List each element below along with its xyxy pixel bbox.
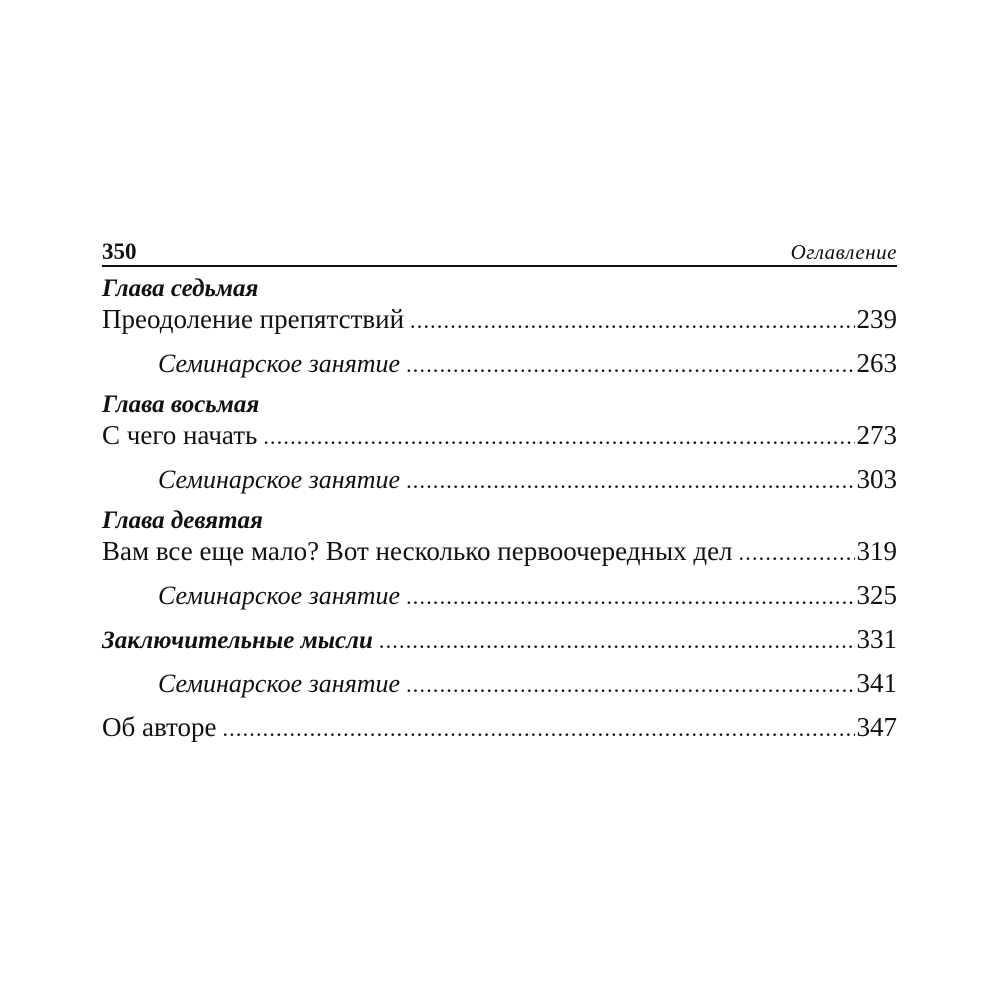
toc-entry-page: 341	[856, 668, 897, 698]
toc-entry-title: Вам все еще мало? Вот несколько первоочередных дел	[102, 536, 733, 566]
toc-entry-conclusion	[102, 622, 897, 656]
toc-entry-page: 319	[856, 536, 897, 566]
toc-entry-page: 263	[856, 348, 897, 378]
toc-entry-title: Семинарское занятие	[158, 669, 401, 698]
toc-entry-ch8-seminar	[102, 462, 897, 496]
toc-entry-page: 325	[856, 580, 897, 610]
toc-entry-ch9	[102, 534, 897, 568]
toc-entry-title: Преодоление препятствий	[102, 304, 405, 334]
dot-leader	[739, 536, 855, 570]
toc-entry-page: 347	[856, 712, 897, 742]
page-number: 350	[102, 239, 137, 264]
running-header	[102, 236, 897, 267]
toc-entry-about-author	[102, 710, 897, 744]
toc-entry-ch8	[102, 418, 897, 452]
toc-entry-ch7-seminar	[102, 346, 897, 380]
toc-entry-title: С чего начать	[102, 420, 258, 450]
toc-entry-page: 239	[856, 304, 897, 334]
toc-entry-title: Семинарское занятие	[158, 349, 401, 378]
toc-entry-ch7	[102, 302, 897, 336]
chapter-heading-9: Глава девятая	[102, 507, 263, 534]
section-title: Оглавление	[790, 240, 897, 264]
toc-entry-page: 331	[856, 624, 897, 654]
dot-leader	[406, 348, 854, 382]
dot-leader	[406, 668, 854, 702]
chapter-heading-8: Глава восьмая	[102, 391, 260, 418]
toc-entry-ch9-seminar	[102, 578, 897, 612]
chapter-heading-7: Глава седьмая	[102, 275, 259, 302]
dot-leader	[379, 624, 855, 658]
toc-entry-title: Заключительные мысли	[102, 627, 373, 654]
toc-entry-conclusion-seminar	[102, 666, 897, 700]
dot-leader	[222, 712, 854, 746]
dot-leader	[263, 420, 854, 454]
toc-entry-title: Об авторе	[102, 712, 217, 742]
table-of-contents	[102, 276, 897, 744]
toc-entry-page: 303	[856, 464, 897, 494]
toc-entry-page: 273	[856, 420, 897, 450]
toc-entry-title: Семинарское занятие	[158, 581, 401, 610]
dot-leader	[406, 580, 854, 614]
dot-leader	[406, 464, 854, 498]
book-page	[102, 236, 897, 744]
toc-entry-title: Семинарское занятие	[158, 465, 401, 494]
dot-leader	[410, 304, 854, 338]
